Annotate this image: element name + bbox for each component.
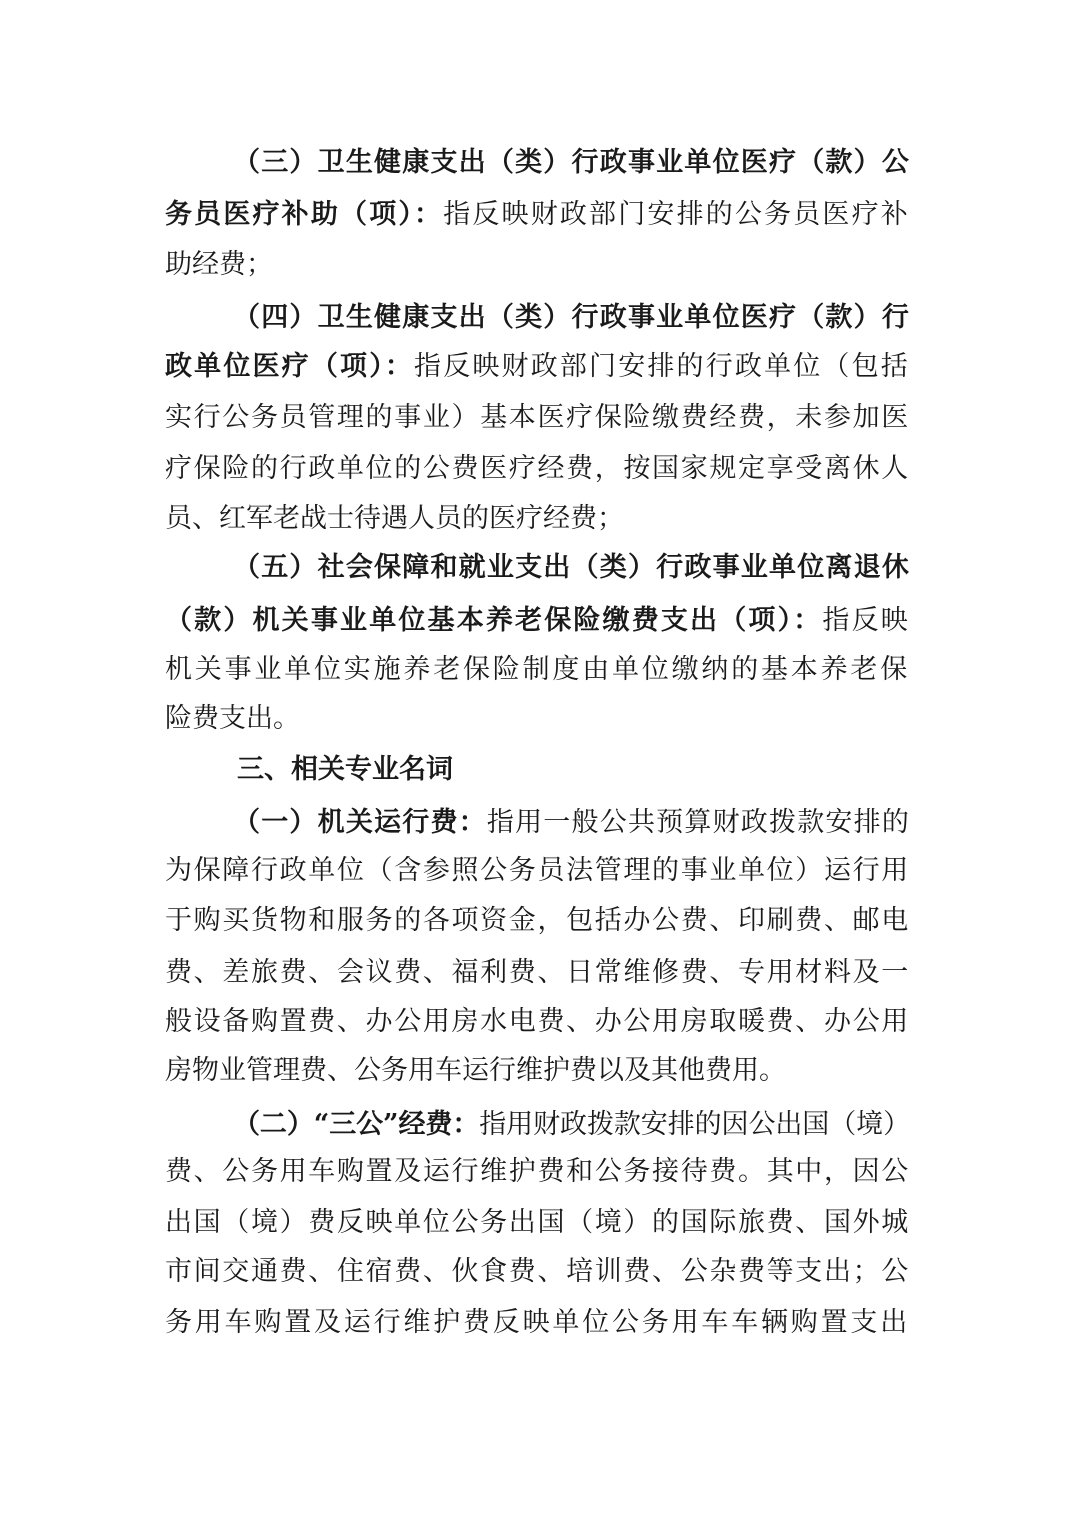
text-line xyxy=(165,347,910,387)
text-line xyxy=(233,548,910,588)
text-line xyxy=(165,650,910,690)
text-line xyxy=(165,851,910,891)
body-text: 务用车购置及运行维护费反映单位公务用车车辆购置支出 xyxy=(165,1307,910,1338)
body-text: 指反映 xyxy=(822,605,910,636)
bold-term: （一）机关运行费： xyxy=(233,807,487,838)
text-line xyxy=(233,298,910,338)
bold-term: （五）社会保障和就业支出（类）行政事业单位离退休 xyxy=(233,552,911,583)
body-text: 市间交通费、住宿费、伙食费、培训费、公杂费等支出；公 xyxy=(165,1256,910,1287)
body-text: 险费支出。 xyxy=(165,703,300,734)
bold-term: 政单位医疗（项）： xyxy=(165,351,415,382)
body-text: 费、公务用车购置及运行维护费和公务接待费。其中，因公 xyxy=(165,1156,910,1187)
body-text: 指用财政拨款安排的因公出国（境） xyxy=(479,1109,910,1140)
text-line xyxy=(165,1051,910,1091)
text-line xyxy=(165,449,910,489)
body-text: 机关事业单位实施养老保险制度由单位缴纳的基本养老保 xyxy=(165,654,910,685)
body-text: 般设备购置费、办公用房水电费、办公用房取暖费、办公用 xyxy=(165,1006,910,1037)
bold-term: （款）机关事业单位基本养老保险缴费支出（项）： xyxy=(165,605,823,636)
bold-term: （三）卫生健康支出（类）行政事业单位医疗（款）公 xyxy=(233,147,911,178)
text-line xyxy=(233,1105,910,1145)
body-text: 实行公务员管理的事业）基本医疗保险缴费经费，未参加医 xyxy=(165,402,910,433)
body-text: 为保障行政单位（含参照公务员法管理的事业单位）运行用 xyxy=(165,855,910,886)
bold-term: （二）“三公”经费： xyxy=(233,1109,480,1140)
text-line xyxy=(165,699,910,739)
text-line xyxy=(165,901,910,941)
text-line xyxy=(165,1252,910,1292)
body-text: 指反映财政部门安排的公务员医疗补 xyxy=(443,199,910,230)
body-text: 出国（境）费反映单位公务出国（境）的国际旅费、国外城 xyxy=(165,1207,910,1238)
body-text: 指反映财政部门安排的行政单位（包括 xyxy=(414,351,910,382)
text-line xyxy=(233,803,910,843)
body-text: 指用一般公共预算财政拨款安排的 xyxy=(486,807,911,838)
text-line xyxy=(165,601,910,641)
text-line xyxy=(237,750,982,790)
text-line xyxy=(233,143,910,183)
body-text: 于购买货物和服务的各项资金，包括办公费、印刷费、邮电 xyxy=(165,905,910,936)
bold-term: 三、相关专业名词 xyxy=(237,754,453,785)
text-line xyxy=(165,245,910,285)
body-text: 房物业管理费、公务用车运行维护费以及其他费用。 xyxy=(165,1055,786,1086)
text-line xyxy=(165,499,910,539)
bold-term: 务员医疗补助（项）： xyxy=(165,199,444,230)
text-line xyxy=(165,398,910,438)
text-line xyxy=(165,1152,910,1192)
text-line xyxy=(165,1203,910,1243)
text-line xyxy=(165,1002,910,1042)
body-text: 疗保险的行政单位的公费医疗经费，按国家规定享受离休人 xyxy=(165,453,910,484)
text-line xyxy=(165,195,910,235)
text-line xyxy=(165,953,910,993)
body-text: 费、差旅费、会议费、福利费、日常维修费、专用材料及一 xyxy=(165,957,910,988)
body-text: 员、红军老战士待遇人员的医疗经费； xyxy=(165,503,624,534)
bold-term: （四）卫生健康支出（类）行政事业单位医疗（款）行 xyxy=(233,302,911,333)
text-line xyxy=(165,1303,910,1343)
body-text: 助经费； xyxy=(165,249,273,280)
